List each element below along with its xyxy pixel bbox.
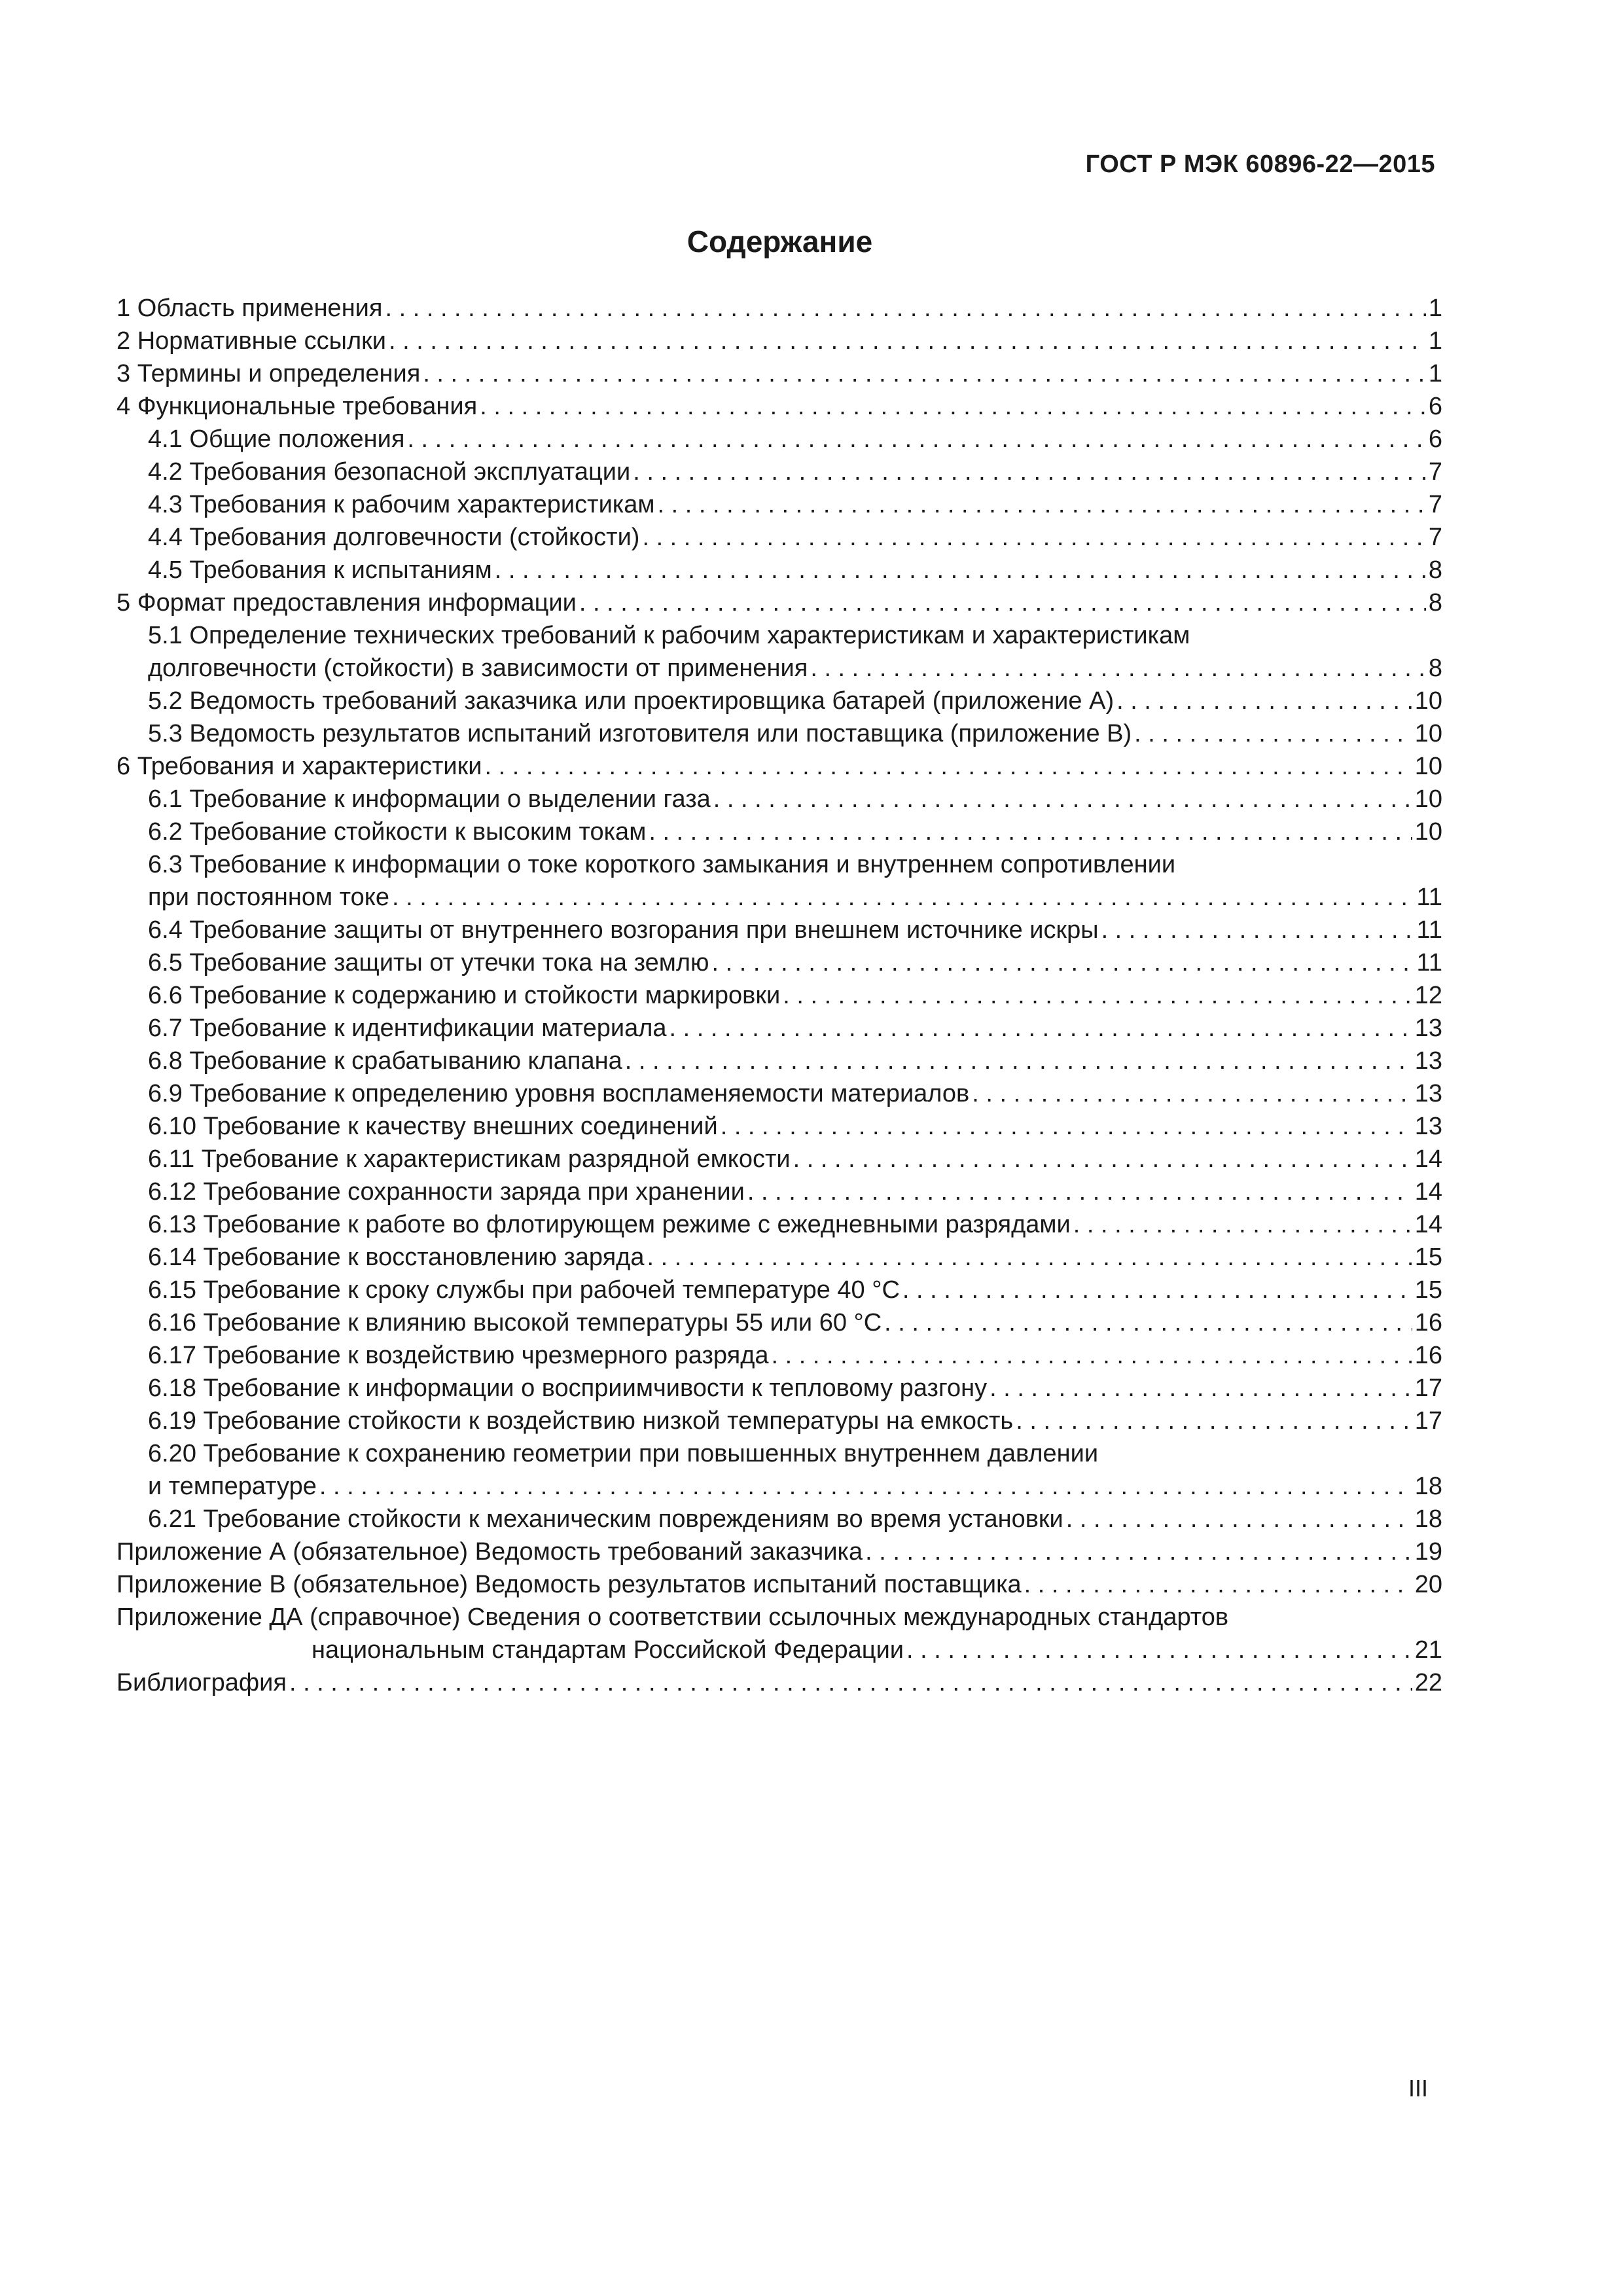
toc-entry-6-20[interactable] — [116, 1437, 1442, 1503]
toc-page-number: 1 — [1428, 295, 1442, 322]
toc-leader-dots — [865, 1535, 1412, 1568]
toc-entry-text: 5 Формат предоставления информации — [116, 589, 577, 617]
toc-page-number: 16 — [1414, 1309, 1442, 1336]
toc-entry-text: 6.12 Требование сохранности заряда при хранении — [148, 1178, 745, 1206]
toc-entry-6-18[interactable] — [116, 1372, 1442, 1405]
toc-leader-dots — [385, 292, 1425, 325]
toc-entry-6-17[interactable] — [116, 1339, 1442, 1372]
toc-entry-6-15[interactable] — [116, 1274, 1442, 1306]
toc-entry-text: 6.19 Требование стойкости к воздействию низкой температуры на емкость — [148, 1407, 1014, 1435]
toc-entry-6-5[interactable] — [116, 946, 1442, 979]
toc-entry-text: 4.4 Требования долговечности (стойкости) — [148, 524, 640, 551]
page-title: Содержание — [687, 224, 873, 259]
toc-entry-text: Приложение В (обязательное) Ведомость результатов испытаний поставщика — [116, 1571, 1022, 1598]
document-code: ГОСТ Р МЭК 60896-22—2015 — [1085, 151, 1435, 178]
toc-entry-text: 4.3 Требования к рабочим характеристикам — [148, 491, 655, 518]
toc-entry-3[interactable] — [116, 357, 1442, 390]
toc-entry-appendix-a[interactable] — [116, 1535, 1442, 1568]
toc-page-number: 19 — [1414, 1538, 1442, 1566]
toc-entry-bibliography[interactable] — [116, 1666, 1442, 1699]
toc-entry-text: 6.2 Требование стойкости к высоким токам — [148, 818, 647, 846]
toc-page-number: 11 — [1416, 884, 1442, 911]
toc-page-number: 10 — [1414, 753, 1442, 780]
toc-entry-text: 6.6 Требование к содержанию и стойкости маркировки — [148, 982, 781, 1009]
toc-leader-dots — [712, 946, 1414, 979]
toc-entry-text: 3 Термины и определения — [116, 360, 421, 387]
toc-entry-text: Приложение А (обязательное) Ведомость требований заказчика — [116, 1538, 863, 1566]
toc-leader-dots — [289, 1666, 1412, 1699]
toc-leader-dots — [747, 1175, 1412, 1208]
toc-page-number: 10 — [1414, 720, 1442, 747]
toc-entry-6-3[interactable] — [116, 848, 1442, 914]
toc-entry-text: 6.5 Требование защиты от утечки тока на землю — [148, 949, 709, 977]
toc-entry-text: 6.18 Требование к информации о восприимчивости к тепловому разгону — [148, 1374, 988, 1402]
toc-entry-6-10[interactable] — [116, 1110, 1442, 1143]
toc-leader-dots — [1066, 1503, 1412, 1535]
toc-entry-text-line-1: 5.1 Определение технических требований к рабочим характеристикам и характеристикам — [148, 622, 1190, 649]
toc-leader-dots — [902, 1274, 1412, 1306]
page-number: III — [1408, 2075, 1428, 2102]
toc-leader-dots — [642, 521, 1425, 554]
toc-entry-text-line-2: долговечности (стойкости) в зависимости от применения — [148, 655, 808, 682]
toc-entry-4-5[interactable] — [116, 554, 1442, 586]
toc-entry-text: 4.2 Требования безопасной эксплуатации — [148, 458, 631, 486]
toc-page-number: 13 — [1414, 1014, 1442, 1042]
toc-leader-dots — [633, 456, 1426, 488]
toc-page-number: 15 — [1414, 1244, 1442, 1271]
toc-page-number: 22 — [1414, 1669, 1442, 1696]
toc-entry-4-2[interactable] — [116, 456, 1442, 488]
toc-entry-4-4[interactable] — [116, 521, 1442, 554]
toc-leader-dots — [495, 554, 1426, 586]
toc-leader-dots — [389, 325, 1426, 357]
toc-entry-6-19[interactable] — [116, 1405, 1442, 1437]
toc-entry-text: 2 Нормативные ссылки — [116, 327, 386, 355]
toc-entry-4-1[interactable] — [116, 423, 1442, 456]
toc-leader-dots — [647, 1241, 1412, 1274]
toc-page-number: 15 — [1414, 1276, 1442, 1304]
toc-entry-text: 6.15 Требование к сроку службы при рабочей температуре 40 °C — [148, 1276, 900, 1304]
toc-entry-text: 6.17 Требование к воздействию чрезмерного разряда — [148, 1342, 769, 1369]
toc-entry-6-12[interactable] — [116, 1175, 1442, 1208]
toc-page-number: 13 — [1414, 1080, 1442, 1107]
toc-leader-dots — [972, 1077, 1412, 1110]
toc-page-number: 17 — [1414, 1374, 1442, 1402]
toc-entry-6[interactable] — [116, 750, 1442, 783]
toc-entry-5-3[interactable] — [116, 717, 1442, 750]
toc-entry-6-21[interactable] — [116, 1503, 1442, 1535]
toc-page-number: 8 — [1428, 589, 1442, 617]
toc-leader-dots — [783, 979, 1412, 1012]
toc-page-number: 21 — [1414, 1636, 1442, 1664]
toc-leader-dots — [793, 1143, 1412, 1175]
toc-page-number: 1 — [1428, 327, 1442, 355]
toc-page-number: 18 — [1414, 1505, 1442, 1533]
toc-page-number: 7 — [1428, 524, 1442, 551]
toc-leader-dots — [1134, 717, 1412, 750]
toc-entry-appendix-da[interactable] — [116, 1601, 1442, 1666]
toc-entry-6-11[interactable] — [116, 1143, 1442, 1175]
toc-entry-text: 6.1 Требование к информации о выделении газа — [148, 785, 711, 813]
toc-entry-appendix-b[interactable] — [116, 1568, 1442, 1601]
toc-entry-6-9[interactable] — [116, 1077, 1442, 1110]
toc-entry-text: 6.21 Требование стойкости к механическим повреждениям во время установки — [148, 1505, 1063, 1533]
toc-entry-6-16[interactable] — [116, 1306, 1442, 1339]
toc-page-number: 10 — [1414, 785, 1442, 813]
toc-leader-dots — [906, 1634, 1412, 1666]
toc-entry-text: 6.8 Требование к срабатыванию клапана — [148, 1047, 622, 1075]
toc-leader-dots — [625, 1045, 1412, 1077]
toc-page-number: 12 — [1414, 982, 1442, 1009]
toc-entry-text: 6.10 Требование к качеству внешних соединений — [148, 1113, 718, 1140]
toc-leader-dots — [649, 816, 1412, 848]
toc-entry-text: 6.9 Требование к определению уровня воспламеняемости материалов — [148, 1080, 970, 1107]
toc-entry-text: Библиография — [116, 1669, 287, 1696]
toc-page-number: 8 — [1428, 655, 1442, 682]
toc-entry-text: 6.16 Требование к влиянию высокой температуры 55 или 60 °C — [148, 1309, 882, 1336]
toc-entry-1[interactable] — [116, 292, 1442, 325]
toc-page-number: 13 — [1414, 1047, 1442, 1075]
toc-leader-dots — [319, 1470, 1412, 1503]
toc-page-number: 11 — [1416, 916, 1442, 944]
toc-leader-dots — [579, 586, 1426, 619]
toc-leader-dots — [721, 1110, 1412, 1143]
toc-page-number: 7 — [1428, 458, 1442, 486]
toc-page-number: 14 — [1414, 1178, 1442, 1206]
table-of-contents — [116, 292, 1442, 1699]
toc-entry-text: 6.11 Требование к характеристикам разрядной емкости — [148, 1145, 791, 1173]
toc-entry-2[interactable] — [116, 325, 1442, 357]
toc-page-number: 10 — [1414, 818, 1442, 846]
toc-leader-dots — [407, 423, 1425, 456]
toc-page-number: 11 — [1416, 949, 1442, 977]
toc-page-number: 8 — [1428, 556, 1442, 584]
toc-entry-5-2[interactable] — [116, 685, 1442, 717]
toc-leader-dots — [658, 488, 1426, 521]
toc-page-number: 18 — [1414, 1473, 1442, 1500]
toc-leader-dots — [480, 390, 1426, 423]
toc-leader-dots — [713, 783, 1412, 816]
toc-entry-text: 5.3 Ведомость результатов испытаний изготовителя или поставщика (приложение В) — [148, 720, 1132, 747]
toc-entry-text-line-1: Приложение ДА (справочное) Сведения о соответствии ссылочных международных стандартов — [116, 1604, 1229, 1631]
toc-entry-text: 6.14 Требование к восстановлению заряда — [148, 1244, 645, 1271]
toc-entry-6-8[interactable] — [116, 1045, 1442, 1077]
toc-entry-text: 4.5 Требования к испытаниям — [148, 556, 492, 584]
toc-entry-5-1[interactable] — [116, 619, 1442, 685]
toc-entry-text: 6 Требования и характеристики — [116, 753, 482, 780]
toc-page-number: 14 — [1414, 1211, 1442, 1238]
toc-leader-dots — [884, 1306, 1412, 1339]
toc-entry-4-3[interactable] — [116, 488, 1442, 521]
toc-leader-dots — [1073, 1208, 1412, 1241]
toc-entry-4[interactable] — [116, 390, 1442, 423]
toc-entry-6-4[interactable] — [116, 914, 1442, 946]
toc-page-number: 1 — [1428, 360, 1442, 387]
toc-page-number: 14 — [1414, 1145, 1442, 1173]
toc-leader-dots — [669, 1012, 1412, 1045]
toc-page-number: 10 — [1414, 687, 1442, 715]
toc-entry-text-line-2: при постоянном токе — [148, 884, 389, 911]
toc-leader-dots — [485, 750, 1412, 783]
toc-entry-text: 6.13 Требование к работе во флотирующем режиме с ежедневными разрядами — [148, 1211, 1071, 1238]
toc-page-number: 20 — [1414, 1571, 1442, 1598]
toc-leader-dots — [1101, 914, 1414, 946]
toc-entry-text-line-1: 6.20 Требование к сохранению геометрии при повышенных внутреннем давлении — [148, 1440, 1099, 1467]
toc-leader-dots — [810, 652, 1426, 685]
toc-leader-dots — [1116, 685, 1412, 717]
toc-page-number: 6 — [1428, 393, 1442, 420]
toc-leader-dots — [772, 1339, 1412, 1372]
toc-entry-6-2[interactable] — [116, 816, 1442, 848]
toc-leader-dots — [1024, 1568, 1412, 1601]
toc-entry-text-line-2: национальным стандартам Российской Федерации — [312, 1636, 904, 1664]
toc-entry-6-13[interactable] — [116, 1208, 1442, 1241]
toc-entry-text-line-2: и температуре — [148, 1473, 317, 1500]
toc-page-number: 17 — [1414, 1407, 1442, 1435]
toc-entry-text-line-1: 6.3 Требование к информации о токе короткого замыкания и внутреннем сопротивлении — [148, 851, 1176, 878]
toc-page-number: 13 — [1414, 1113, 1442, 1140]
toc-entry-text: 6.4 Требование защиты от внутреннего возгорания при внешнем источнике искры — [148, 916, 1099, 944]
toc-page-number: 16 — [1414, 1342, 1442, 1369]
toc-entry-text: 5.2 Ведомость требований заказчика или проектировщика батарей (приложение А) — [148, 687, 1115, 715]
toc-page-number: 7 — [1428, 491, 1442, 518]
toc-entry-text: 4 Функциональные требования — [116, 393, 478, 420]
toc-entry-text: 4.1 Общие положения — [148, 425, 405, 453]
toc-leader-dots — [392, 881, 1414, 914]
toc-leader-dots — [990, 1372, 1412, 1405]
toc-entry-5[interactable] — [116, 586, 1442, 619]
toc-leader-dots — [1016, 1405, 1412, 1437]
toc-entry-text: 1 Область применения — [116, 295, 383, 322]
toc-entry-6-1[interactable] — [116, 783, 1442, 816]
toc-page-number: 6 — [1428, 425, 1442, 453]
toc-entry-text: 6.7 Требование к идентификации материала — [148, 1014, 667, 1042]
toc-leader-dots — [423, 357, 1426, 390]
toc-entry-6-14[interactable] — [116, 1241, 1442, 1274]
toc-entry-6-6[interactable] — [116, 979, 1442, 1012]
toc-entry-6-7[interactable] — [116, 1012, 1442, 1045]
